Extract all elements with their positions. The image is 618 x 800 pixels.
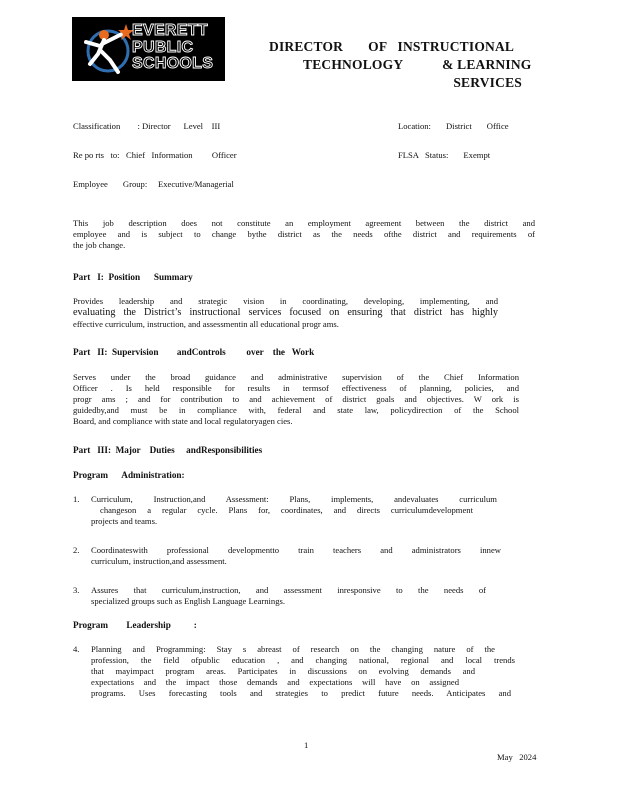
logo-line-public: PUBLIC [132, 38, 194, 56]
duty-item-1 [91, 494, 497, 527]
part2-line: progr ams ; and for contribution to and achievement of district goals and objectives. W ork is [73, 394, 519, 404]
revision-date: May 2024 [497, 752, 537, 762]
duty-line: changeson a regular cycle. Plans for, coordinates, and directs curriculumdevelopment [100, 505, 473, 515]
title-line-3: SERVICES [453, 75, 522, 90]
part1-line: effective curriculum, instruction, and assessmentin all educational progr ams. [73, 319, 339, 329]
duty-line: Assures that curriculum,instruction, and assessment inresponsive to the needs of [91, 585, 486, 595]
part2-line: guidedby,and must be in compliance with, federal and state law, policydirection of the School [73, 405, 519, 415]
page-number: 1 [304, 740, 309, 750]
runner-with-star-logo-icon [78, 20, 136, 78]
part1-line: evaluating the District’s instructional services focused on ensuring that district has highly [73, 307, 498, 318]
duty-line: profession, the field ofpublic education , and changing national, regional and local trends [91, 655, 515, 665]
duty-line: that mayimpact program areas. Participates in discussions on evolving demands and [91, 666, 475, 676]
title-line-1: DIRECTOR OF INSTRUCTIONAL [269, 39, 515, 54]
item-number: 3. [73, 585, 80, 595]
program-leadership-heading: Program Leadership : [73, 620, 197, 630]
part2-heading: Part II: Supervision andControls over the Work [73, 347, 315, 357]
part2-line: Board, and compliance with state and local regulatoryagen cies. [73, 416, 293, 426]
intro-line: employee and is subject to change bythe district as the needs ofthe district and requirements of [73, 229, 535, 239]
part1-paragraph [73, 296, 498, 330]
duty-item-4 [91, 644, 515, 699]
duty-line: Planning and Programming: Stay s abreast of research on the changing nature of the [91, 644, 495, 654]
duty-line: expectations and the impact those demands and expectations will have on assigned [91, 677, 459, 687]
intro-line: This job description does not constitute an employment agreement between the district and [73, 218, 535, 228]
duty-item-2 [91, 545, 501, 567]
item-number: 4. [73, 644, 80, 654]
duty-item-3 [91, 585, 486, 607]
logo-line-everett: EVERETT [132, 22, 208, 39]
intro-paragraph [73, 218, 535, 251]
logo-wordmark [132, 23, 224, 73]
part1-heading: Part I: Position Summary [73, 272, 193, 282]
duty-line: curriculum, instruction,and assessment. [91, 556, 227, 566]
part2-paragraph [73, 372, 519, 427]
duty-line: Curriculum, Instruction,and Assessment: Plans, implements, andevaluates curriculum [91, 494, 497, 504]
duty-line: projects and teams. [91, 516, 158, 526]
part2-line: Officer . Is held responsible for results in termsof effectiveness of planning, policies, and [73, 383, 519, 393]
item-number: 2. [73, 545, 80, 555]
duty-line: programs. Uses forecasting tools and strategies to predict future needs. Anticipates and [91, 688, 511, 698]
part3-heading: Part III: Major Duties andResponsibilities [73, 445, 263, 455]
reports-to: Re po rts to: Chief Information Officer [73, 150, 237, 160]
intro-line: the job change. [73, 240, 126, 250]
program-administration-heading: Program Administration: [73, 470, 185, 480]
employee-group: Employee Group: Executive/Managerial [73, 179, 234, 189]
classification: Classification : Director Level III [73, 121, 221, 131]
duty-line: Coordinateswith professional developmentto train teachers and administrators innew [91, 545, 501, 555]
part1-line: Provides leadership and strategic vision in coordinating, developing, implementing, and [73, 296, 498, 306]
location: Location: District Office [398, 121, 509, 131]
title-line-2: TECHNOLOGY & LEARNING [303, 57, 532, 72]
logo-line-schools: SCHOOLS [132, 55, 214, 72]
flsa-status: FLSA Status: Exempt [398, 150, 491, 160]
document-title [250, 38, 532, 92]
duty-line: specialized groups such as English Language Learnings. [91, 596, 286, 606]
part2-line: Serves under the broad guidance and administrative supervision of the Chief Information [73, 372, 519, 382]
everett-public-schools-logo [72, 17, 225, 81]
item-number: 1. [73, 494, 80, 504]
